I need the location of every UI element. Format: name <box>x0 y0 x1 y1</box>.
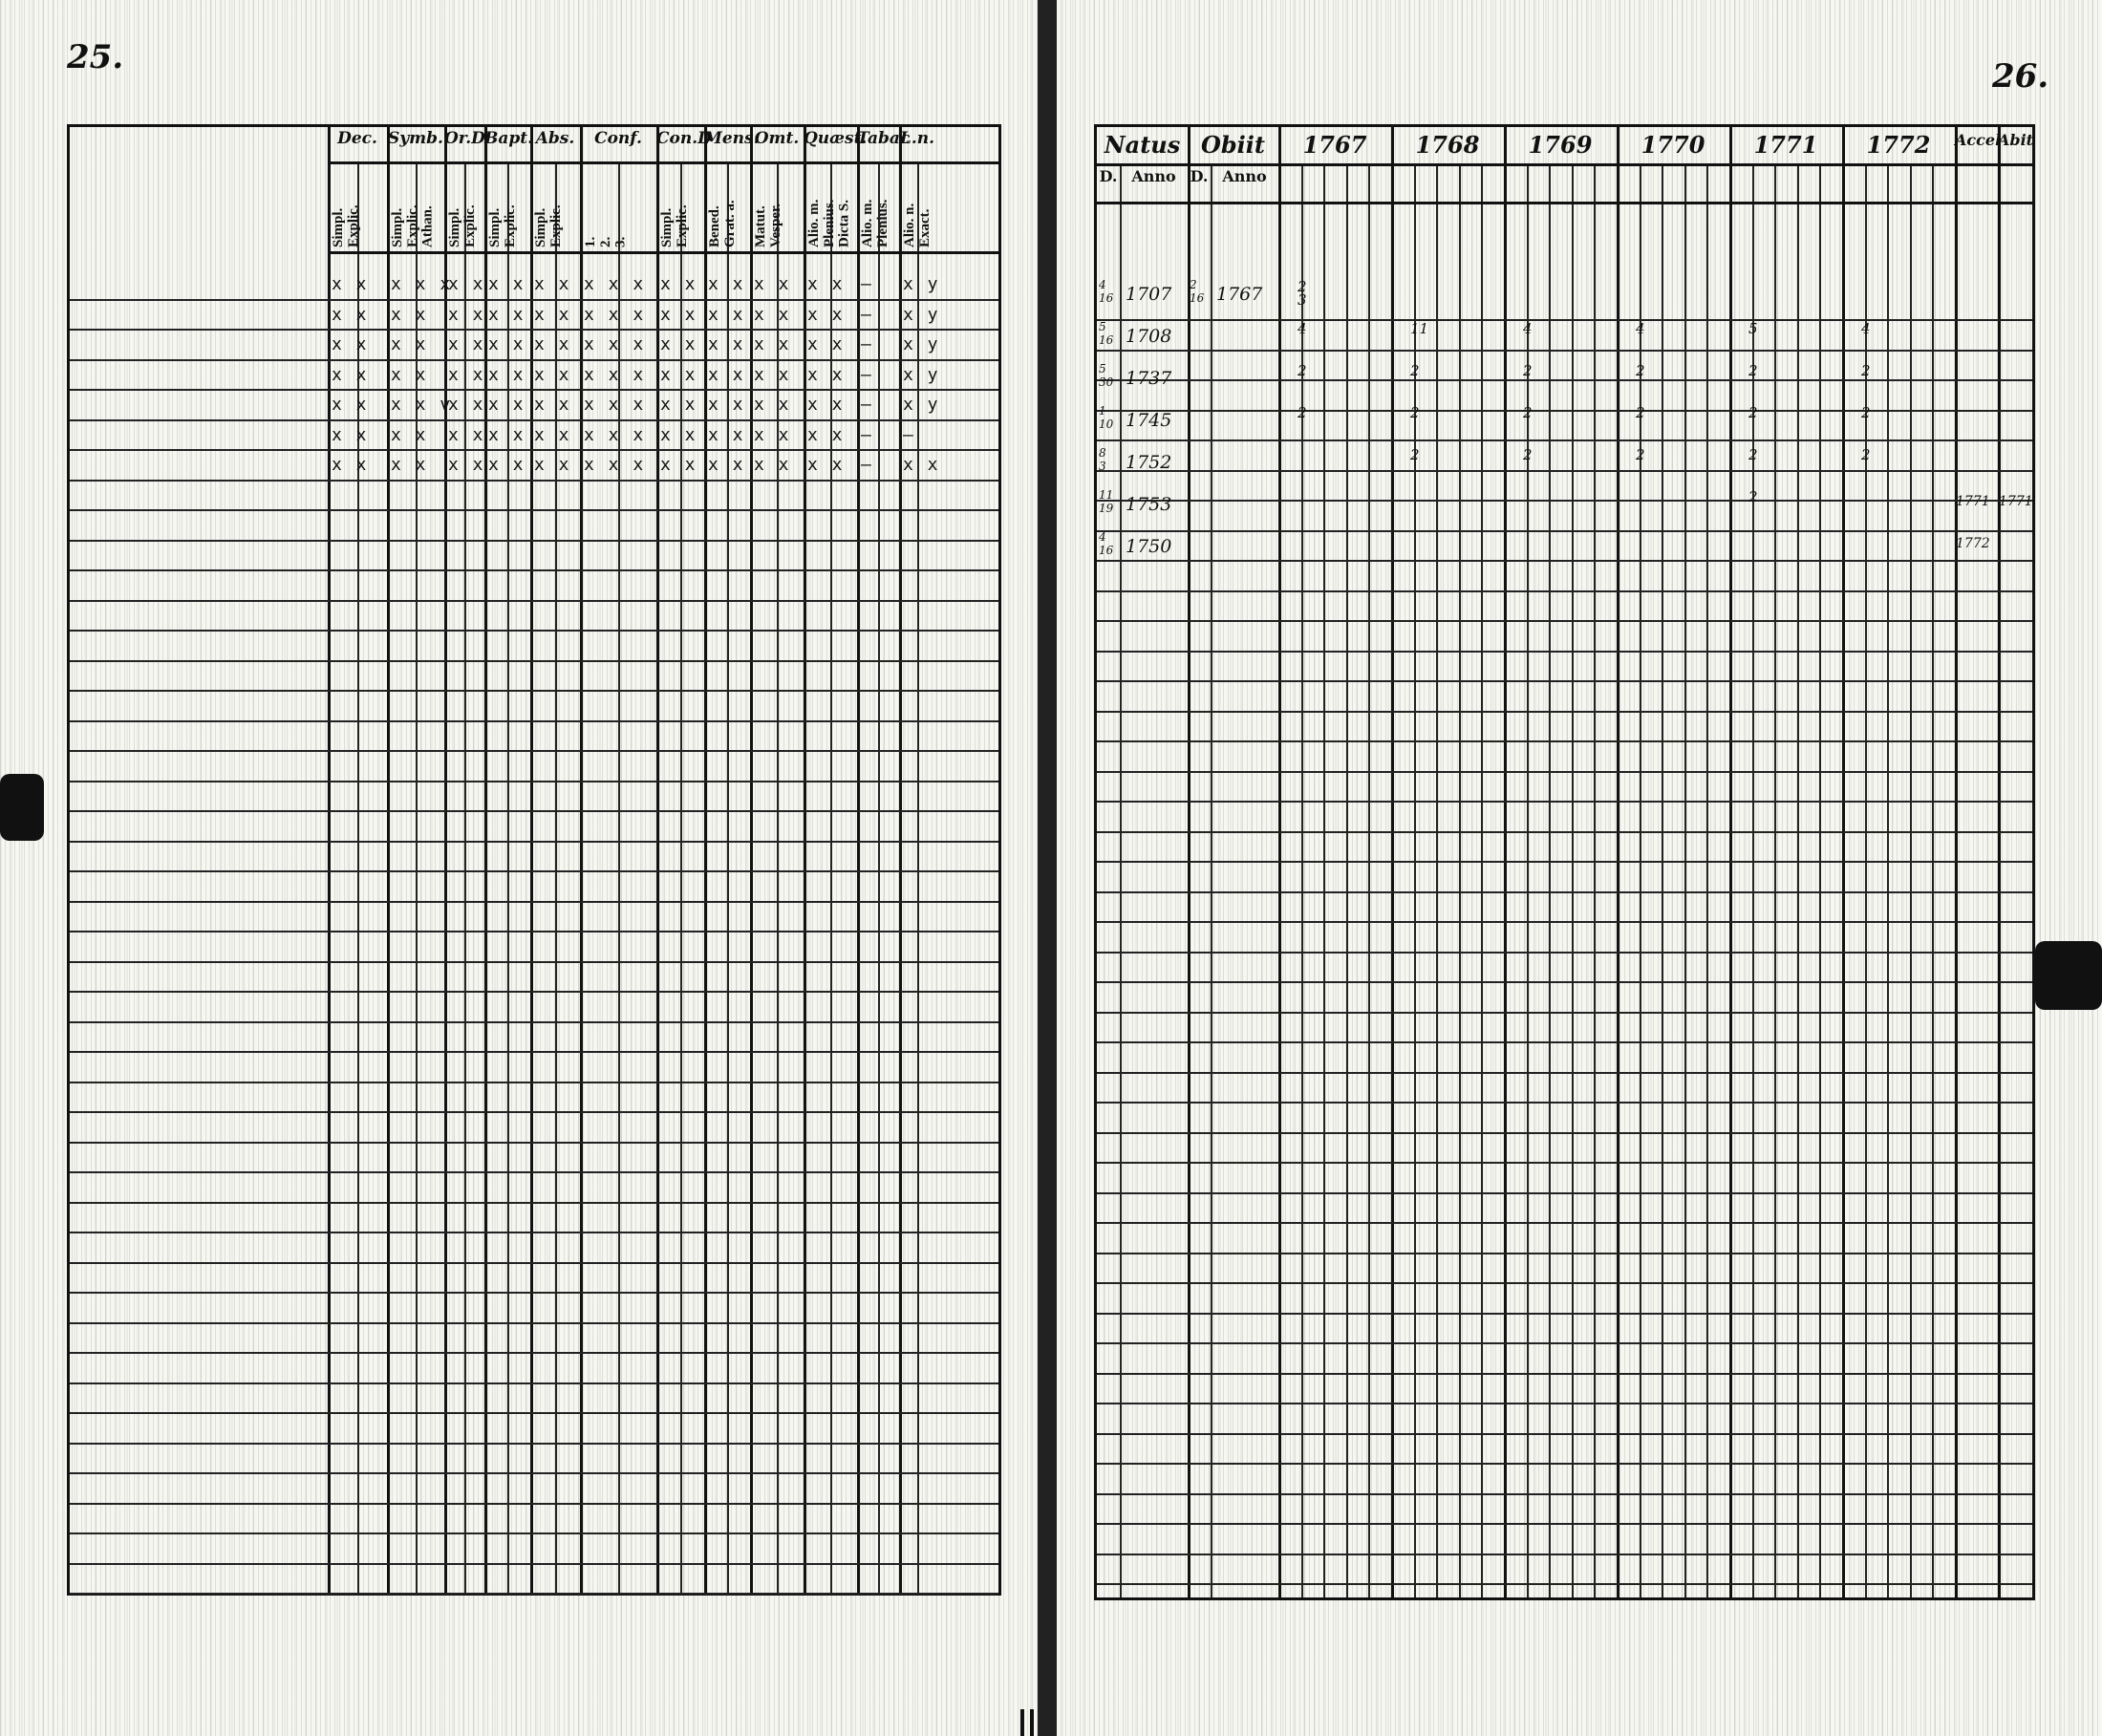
entry-mark: x x <box>534 274 571 294</box>
page-number-left: 25. <box>67 38 124 76</box>
natus-day: 5 30 <box>1099 362 1114 389</box>
row-rule <box>1097 740 2032 742</box>
row-rule <box>1097 530 2032 532</box>
entry-mark: — <box>861 455 873 475</box>
column-subheader-6: Simpl. Explic. <box>659 204 690 247</box>
row-rule <box>70 1082 998 1083</box>
row-rule <box>1097 1493 2032 1495</box>
entry-mark: x x <box>488 274 526 294</box>
column-subheader: Anno <box>1131 167 1176 185</box>
entry-mark: x x <box>660 455 697 475</box>
column-divider <box>328 127 331 1593</box>
entry-mark: x x <box>754 424 791 445</box>
row-rule <box>1097 1583 2032 1585</box>
column-divider <box>804 127 806 1593</box>
row-rule <box>1097 1282 2032 1284</box>
natus-day: 8 3 <box>1099 446 1106 473</box>
column-header-1: Symb. <box>388 129 443 148</box>
column-subheader-7: Bened. Grat. a. <box>707 200 738 247</box>
entry-mark: x x <box>660 364 697 385</box>
gutter-mark <box>1030 1709 1034 1736</box>
entry-mark: x x <box>448 395 485 415</box>
column-divider <box>750 127 753 1593</box>
natus-year: 1708 <box>1126 326 1172 347</box>
column-header-5: 1770 <box>1641 131 1705 159</box>
row-rule <box>70 540 998 542</box>
entry-mark: x y <box>903 274 940 294</box>
book-gutter <box>1038 0 1057 1736</box>
column-subheader-0: Simpl. Explic. <box>331 204 361 247</box>
row-rule <box>70 1593 998 1595</box>
entry-mark: x x <box>332 334 369 354</box>
column-divider <box>704 127 707 1593</box>
entry-mark: — <box>903 424 915 445</box>
row-rule <box>1097 1313 2032 1315</box>
entry-mark: x x <box>708 364 745 385</box>
entry-mark: x x <box>708 304 745 325</box>
entry-mark: x x <box>448 304 485 325</box>
entry-mark: x x <box>332 274 369 294</box>
entry-mark: x x <box>391 455 428 475</box>
entry-mark: x x <box>332 424 369 445</box>
entry-mark: x x x <box>584 364 646 385</box>
entry-mark: x x <box>754 455 791 475</box>
entry-mark: x x <box>488 395 526 415</box>
row-rule <box>1097 350 2032 352</box>
column-subheader-10: Alio. m. Plenius. <box>860 199 890 247</box>
entry-mark: x x <box>807 304 845 325</box>
entry-mark: x x <box>391 334 428 354</box>
column-divider <box>857 127 860 1593</box>
entry-mark: x y <box>903 364 940 385</box>
column-divider <box>899 127 902 1593</box>
row-rule <box>1097 1072 2032 1074</box>
column-header-3: Bapt. <box>484 129 534 148</box>
column-header-9: Quæst. <box>804 129 868 148</box>
row-rule <box>1097 831 2032 833</box>
row-rule <box>1097 620 2032 622</box>
row-rule <box>1097 801 2032 803</box>
entry-mark: x x v <box>391 395 453 415</box>
entry-mark: x y <box>903 395 940 415</box>
entry-mark: x x <box>488 455 526 475</box>
entry-mark: x x <box>708 395 745 415</box>
entry-mark: x x <box>332 455 369 475</box>
entry-mark: x x <box>754 364 791 385</box>
row-rule <box>70 961 998 963</box>
column-header-11: L.n. <box>899 129 935 148</box>
accel-year: 1772 <box>1956 536 1990 551</box>
obiit-year: 1767 <box>1216 284 1263 305</box>
entry-mark: x x x <box>391 274 453 294</box>
entry-mark: x x <box>488 334 526 354</box>
entry-mark: x x <box>534 424 571 445</box>
row-rule <box>70 449 998 451</box>
year-mark: 4 <box>1636 320 1645 337</box>
entry-mark: x x <box>807 274 845 294</box>
entry-mark: x x x <box>584 395 646 415</box>
row-rule <box>1097 1012 2032 1014</box>
entry-mark: x y <box>903 334 940 354</box>
entry-mark: x x <box>807 334 845 354</box>
row-rule <box>70 1532 998 1534</box>
year-mark: 2 <box>1636 362 1645 379</box>
entry-mark: x x <box>754 334 791 354</box>
row-rule <box>70 329 998 331</box>
row-rule <box>1097 981 2032 983</box>
row-rule <box>1097 500 2032 502</box>
row-rule <box>1097 470 2032 472</box>
row-rule <box>70 1503 998 1505</box>
column-subheader-1: Simpl. Explic. Athan. <box>390 204 436 247</box>
column-header-7: 1772 <box>1866 131 1931 159</box>
entry-mark: x x x <box>584 424 646 445</box>
column-header-9: Abit <box>1998 131 2034 149</box>
entry-mark: — <box>861 334 873 354</box>
entry-mark: x x <box>660 424 697 445</box>
row-rule <box>1097 560 2032 562</box>
entry-mark: x x <box>660 395 697 415</box>
column-subheader: D. <box>1190 167 1209 185</box>
abit-year: 1771 <box>1999 494 2033 509</box>
column-subheader-2: Simpl. Explic. <box>447 204 478 247</box>
row-rule <box>1097 952 2032 954</box>
accel-year: 1771 <box>1956 494 1990 509</box>
row-rule <box>70 1412 998 1414</box>
row-rule <box>1097 771 2032 773</box>
row-rule <box>1097 1222 2032 1224</box>
row-rule <box>70 660 998 662</box>
year-mark: 2 <box>1298 362 1307 379</box>
natus-day: 5 16 <box>1099 320 1114 347</box>
year-mark: 2 3 <box>1298 278 1307 309</box>
entry-mark: x x x <box>584 304 646 325</box>
column-header-0: Dec. <box>337 129 377 148</box>
entry-mark: x x <box>488 304 526 325</box>
row-rule <box>70 1262 998 1264</box>
row-rule <box>70 991 998 993</box>
natus-day: 11 19 <box>1099 488 1114 515</box>
row-rule <box>70 901 998 903</box>
natus-day: 4 16 <box>1099 530 1114 557</box>
row-rule <box>1097 680 2032 682</box>
column-header-10: Tabac <box>857 129 911 148</box>
entry-mark: x x <box>807 455 845 475</box>
entry-mark: — <box>861 395 873 415</box>
entry-mark: x x x <box>584 334 646 354</box>
entry-mark: x x <box>903 455 940 475</box>
binding-notch-right <box>2035 941 2102 1010</box>
year-mark: 2 <box>1861 404 1871 421</box>
column-header-0: Natus <box>1104 131 1181 159</box>
column-header-2: 1767 <box>1302 131 1367 159</box>
entry-mark: x x <box>534 334 571 354</box>
row-rule <box>70 931 998 932</box>
natus-day: 4 16 <box>1099 278 1114 305</box>
row-rule <box>1097 1102 2032 1104</box>
entry-mark: x x <box>708 424 745 445</box>
entry-mark: — <box>861 364 873 385</box>
row-rule <box>1097 1192 2032 1194</box>
entry-mark: x x <box>708 455 745 475</box>
row-rule <box>70 1202 998 1204</box>
row-rule <box>70 870 998 872</box>
entry-mark: x x <box>660 334 697 354</box>
column-subheader: D. <box>1099 167 1118 185</box>
row-rule <box>1097 1523 2032 1525</box>
column-subheader-4: Simpl. Explic. <box>533 204 564 247</box>
natus-year: 1745 <box>1126 410 1172 431</box>
year-mark: 2 <box>1410 362 1420 379</box>
row-rule <box>1097 1554 2032 1555</box>
entry-mark: — <box>861 424 873 445</box>
entry-mark: x x <box>660 274 697 294</box>
column-subheader-11: Alio. n. Exact. <box>902 203 933 247</box>
row-rule <box>70 1443 998 1445</box>
row-rule <box>70 630 998 632</box>
row-rule <box>70 1563 998 1565</box>
entry-mark: x x <box>332 395 369 415</box>
year-mark: 4 <box>1298 320 1307 337</box>
year-mark: 2 <box>1636 404 1645 421</box>
entry-mark: x x <box>488 364 526 385</box>
gutter-mark <box>1020 1709 1024 1736</box>
natus-year: 1752 <box>1126 452 1172 473</box>
entry-mark: x x <box>754 274 791 294</box>
column-header-4: Abs. <box>535 129 575 148</box>
entry-mark: x x <box>332 304 369 325</box>
row-rule <box>70 750 998 752</box>
entry-mark: — <box>861 304 873 325</box>
entry-mark: x x <box>391 424 428 445</box>
entry-mark: x x <box>332 364 369 385</box>
binding-notch-left <box>0 774 44 841</box>
entry-mark: — <box>861 274 873 294</box>
column-header-4: 1769 <box>1528 131 1593 159</box>
natus-year: 1753 <box>1126 494 1172 515</box>
entry-mark: x x <box>807 395 845 415</box>
row-rule <box>70 569 998 571</box>
row-rule <box>1097 1041 2032 1043</box>
year-mark: 2 <box>1748 488 1758 505</box>
row-rule <box>70 1171 998 1173</box>
row-rule <box>70 1111 998 1113</box>
row-rule <box>70 1382 998 1384</box>
natus-year: 1707 <box>1126 284 1172 305</box>
row-rule <box>70 1142 998 1144</box>
row-rule <box>1097 319 2032 321</box>
column-header-5: Conf. <box>594 129 642 148</box>
row-rule <box>1097 1253 2032 1254</box>
year-mark: 2 <box>1523 404 1533 421</box>
column-divider <box>656 127 659 1593</box>
row-rule <box>70 690 998 692</box>
header-bottom-rule <box>1097 202 2032 204</box>
row-rule <box>1097 891 2032 893</box>
row-rule <box>1097 1433 2032 1435</box>
entry-mark: x x <box>448 364 485 385</box>
year-mark: 4 <box>1861 320 1871 337</box>
row-rule <box>70 810 998 812</box>
entry-mark: x x <box>448 424 485 445</box>
entry-mark: x x <box>660 304 697 325</box>
column-subheader: Anno <box>1222 167 1267 185</box>
row-rule <box>70 1352 998 1354</box>
row-rule <box>70 600 998 602</box>
page-number-right: 26. <box>1992 57 2049 96</box>
row-rule <box>1097 711 2032 713</box>
entry-mark: x x <box>807 424 845 445</box>
row-rule <box>70 781 998 782</box>
entry-mark: x x <box>488 424 526 445</box>
column-header-6: Con.D <box>656 129 712 148</box>
year-mark: 2 <box>1523 446 1533 463</box>
column-divider <box>444 127 447 1593</box>
column-divider <box>580 127 583 1593</box>
column-subheader-5: 1. 2. 3. <box>583 236 629 247</box>
column-subheader-3: Simpl. Explic. <box>487 204 518 247</box>
row-rule <box>1097 861 2032 863</box>
row-rule <box>70 299 998 301</box>
year-mark: 4 <box>1523 320 1533 337</box>
row-rule <box>70 509 998 511</box>
column-divider <box>530 127 533 1593</box>
column-subheader-8: Matut. Vesper. <box>753 204 783 247</box>
entry-mark: x y <box>903 304 940 325</box>
year-mark: 2 <box>1410 404 1420 421</box>
right-ledger-table <box>1094 124 2035 1600</box>
row-rule <box>1097 1162 2032 1164</box>
column-header-6: 1771 <box>1753 131 1818 159</box>
year-mark: 11 <box>1410 320 1429 337</box>
entry-mark: x x <box>807 364 845 385</box>
year-mark: 2 <box>1410 446 1420 463</box>
column-header-7: Mens. <box>704 129 760 148</box>
entry-mark: x x <box>708 334 745 354</box>
entry-mark: x x <box>708 274 745 294</box>
row-rule <box>1097 1403 2032 1404</box>
year-mark: 2 <box>1861 446 1871 463</box>
column-header-8: Accel <box>1955 131 2002 149</box>
row-rule <box>70 1021 998 1023</box>
entry-mark: x x x <box>584 455 646 475</box>
row-rule <box>1097 921 2032 923</box>
year-mark: 2 <box>1748 446 1758 463</box>
column-header-8: Omt. <box>754 129 800 148</box>
year-mark: 2 <box>1298 404 1307 421</box>
row-rule <box>70 419 998 421</box>
row-rule <box>1097 1132 2032 1134</box>
entry-mark: x x <box>534 364 571 385</box>
natus-day: 1 10 <box>1099 404 1114 431</box>
entry-mark: x x x <box>584 274 646 294</box>
header-rule <box>328 161 998 164</box>
natus-year: 1750 <box>1126 536 1172 557</box>
row-rule <box>70 1472 998 1474</box>
row-rule <box>1097 1342 2032 1344</box>
row-rule <box>70 389 998 391</box>
entry-mark: x x <box>391 364 428 385</box>
row-rule <box>1097 1373 2032 1375</box>
row-rule <box>70 359 998 361</box>
row-rule <box>1097 439 2032 441</box>
entry-mark: x x <box>448 274 485 294</box>
row-rule <box>1097 651 2032 653</box>
left-ledger-table <box>67 124 1001 1596</box>
column-header-1: Obiit <box>1200 131 1265 159</box>
entry-mark: x x <box>754 304 791 325</box>
entry-mark: x x <box>534 304 571 325</box>
natus-year: 1737 <box>1126 368 1172 389</box>
entry-mark: x x <box>391 304 428 325</box>
year-mark: 2 <box>1523 362 1533 379</box>
entry-mark: x x <box>754 395 791 415</box>
row-rule <box>70 1322 998 1324</box>
entry-mark: x x <box>448 455 485 475</box>
year-mark: 2 <box>1636 446 1645 463</box>
row-rule <box>1097 590 2032 592</box>
year-mark: 5 <box>1748 320 1758 337</box>
row-rule <box>70 720 998 722</box>
row-rule <box>70 480 998 482</box>
year-mark: 2 <box>1748 362 1758 379</box>
column-divider <box>387 127 390 1593</box>
row-rule <box>1097 1463 2032 1465</box>
entry-mark: x x <box>448 334 485 354</box>
row-rule <box>70 841 998 843</box>
column-header-3: 1768 <box>1415 131 1480 159</box>
year-mark: 2 <box>1861 362 1871 379</box>
header-rule <box>1097 163 2032 166</box>
entry-mark: x x <box>534 455 571 475</box>
row-rule <box>70 1232 998 1233</box>
column-subheader-9: Alio. m. Plenius. Dicta S. <box>806 199 852 247</box>
entry-mark: x x <box>534 395 571 415</box>
row-rule <box>1097 379 2032 381</box>
obiit-day: 2 16 <box>1190 278 1205 305</box>
row-rule <box>70 1292 998 1294</box>
row-rule <box>70 1051 998 1053</box>
column-header-2: Or.D <box>444 129 485 148</box>
year-mark: 2 <box>1748 404 1758 421</box>
header-bottom-rule <box>328 251 998 254</box>
